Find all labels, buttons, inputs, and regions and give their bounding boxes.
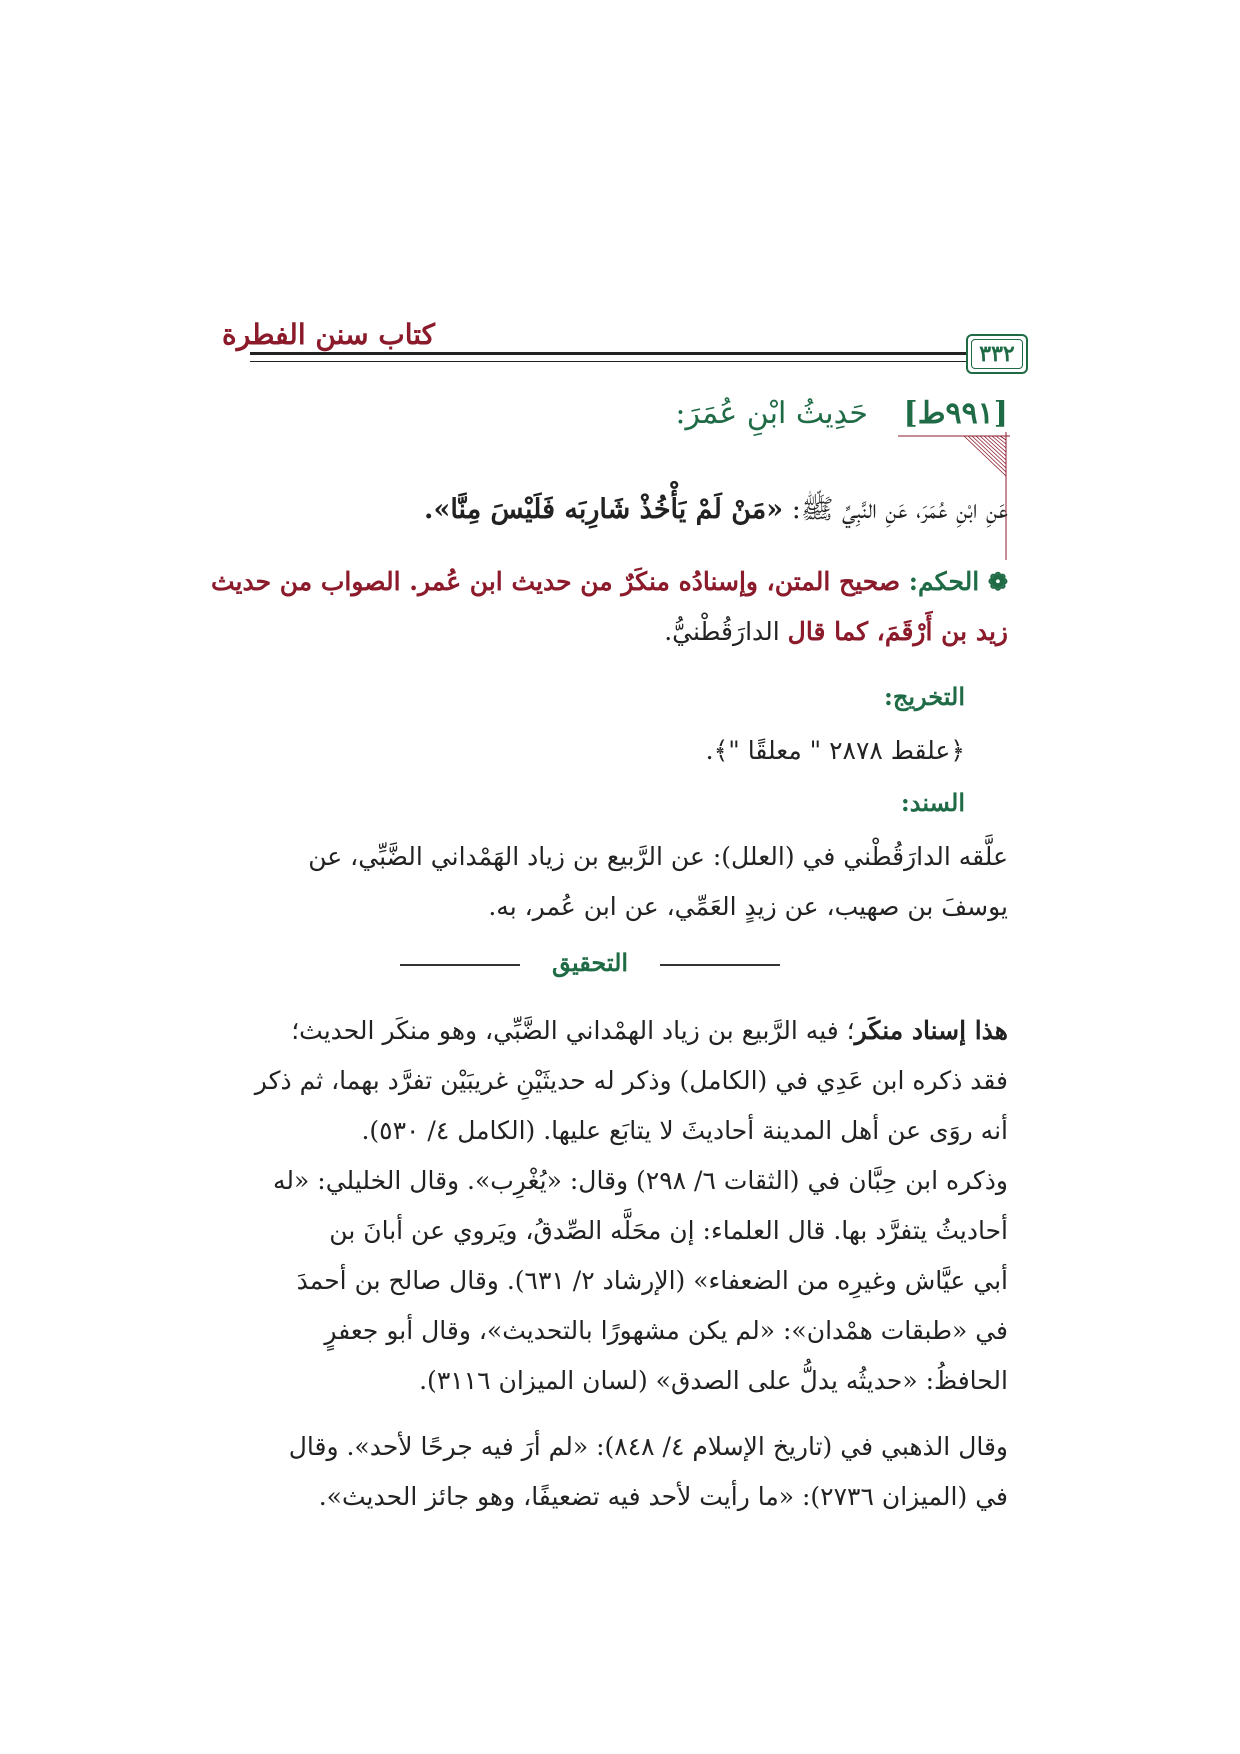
hukm-line-1 [211, 567, 1008, 597]
tahqiq-line [291, 1016, 1008, 1046]
hukm-text-1: صحيح المتن، وإسنادُه منكَرٌ من حديث ابن عُمر. الصواب من حديث [210, 567, 901, 596]
tahqiq-bold: هذا إسناد منكَر [854, 1016, 1008, 1045]
tahqiq-line: أنه روَى عن أهل المدينة أحاديثَ لا يتابَع عليها. (الكامل ٤/ ٥٣٠). [361, 1116, 1008, 1145]
matn-intro: عَنِ ابْنِ عُمَرَ، عَنِ النَّبِيِّ ﷺ: [783, 494, 1008, 525]
flower-icon: ❁ [987, 567, 1008, 596]
sanad-line-1: علَّقه الدارَقُطْني في (العلل): عن الرَّبيع بن زياد الهَمْداني الضَّبِّي، عن [308, 842, 1008, 871]
header-rule-thin [250, 361, 1008, 362]
takhrij-line: ﴿علقط ٢٨٧٨ " معلقًا "﴾. [705, 736, 965, 765]
hukm-label: الحكم: [908, 567, 980, 596]
tahqiq-line: فقد ذكره ابن عَدِي في (الكامل) وذكر له حديثَيْنِ غريبَيْن تفرَّد بهما، ثم ذكر [254, 1066, 1008, 1095]
matn-quote: «مَنْ لَمْ يَأْخُذْ شَارِبَه فَلَيْسَ مِنَّا». [424, 494, 784, 525]
tahqiq-line: في «طبقات همْدان»: «لم يكن مشهورًا بالتحديث»، وقال أبو جعفرٍ [324, 1316, 1008, 1345]
page-number-frame [966, 334, 1028, 374]
hukm-text-2-bold: زيد بن أَرْقَمَ، كما قال [787, 617, 1008, 646]
tahqiq-line: وقال الذهبي في (تاريخ الإسلام ٤/ ٨٤٨): «لم أرَ فيه جرحًا لأحد». وقال [288, 1432, 1008, 1461]
page-number: ٣٣٢ [971, 339, 1023, 369]
hukm-line-2 [664, 617, 1008, 647]
sanad-label: السند: [900, 788, 965, 817]
hadith-heading [675, 396, 1008, 431]
header-rule-thick [250, 352, 1008, 355]
takhrij-label: التخريج: [884, 682, 965, 711]
hukm-text-2-rest: الدارَقُطْنيُّ. [664, 617, 788, 646]
tahqiq-line: أبي عيَّاش وغيرِه من الضعفاء» (الإرشاد ٢/ ٦٣١). وقال صالح بن أحمدَ [296, 1266, 1008, 1295]
tahqiq-separator [400, 948, 780, 982]
tahqiq-line: الحافظُ: «حديثُه يدلُّ على الصدق» (لسان الميزان ٣١١٦). [419, 1366, 1008, 1395]
book-title: كتاب سنن الفطرة [222, 318, 435, 351]
tahqiq-line: في (الميزان ٢٧٣٦): «ما رأيت لأحد فيه تضعيفًا، وهو جائز الحديث». [318, 1482, 1008, 1511]
tahqiq-line: وذكره ابن حِبَّان في (الثقات ٦/ ٢٩٨) وقال: «يُغْرِب». وقال الخليلي: «له [273, 1166, 1008, 1195]
hadith-matn [424, 494, 1008, 526]
sanad-line-2: يوسفَ بن صهيب، عن زيدٍ العَمِّي، عن ابن عُمر، به. [488, 892, 1008, 921]
hadith-number: [٩٩١ط] [903, 396, 1008, 431]
tahqiq-line: أحاديثُ يتفرَّد بها. قال العلماء: إن محَلَّه الصِّدقُ، ويَروي عن أبانَ بن [329, 1216, 1008, 1245]
hadith-title: حَدِيثُ ابْنِ عُمَرَ: [675, 396, 868, 431]
tahqiq-text: ؛ فيه الرَّبيع بن زياد الهمْداني الضَّبِّي، وهو منكَر الحديث؛ [291, 1016, 855, 1045]
tahqiq-label: التحقيق [551, 948, 629, 977]
